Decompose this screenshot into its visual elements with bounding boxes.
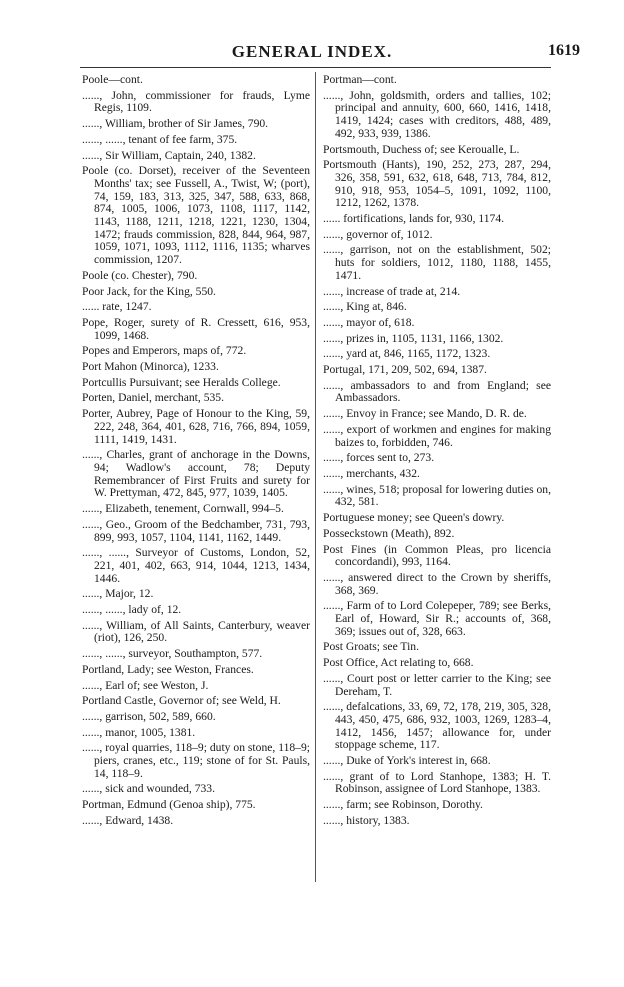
- page-title: GENERAL INDEX.: [231, 42, 393, 61]
- index-entry: Pope, Roger, surety of R. Cressett, 616, 953, 1099, 1468.: [82, 315, 310, 342]
- index-entry: Portcullis Pursuivant; see Heralds College.: [82, 375, 281, 389]
- index-entry: ......, ambassadors to and from England; see Ambassadors.: [323, 378, 551, 405]
- page-number: 1619: [548, 42, 580, 59]
- index-entry: ......, John, goldsmith, orders and tallies, 102; principal and annuity, 600, 660, 1416, 1418, 1419, 1424; cases with creditors, 488, 489, 492, 933, 939, 1386.: [323, 88, 551, 140]
- index-entry: ......, yard at, 846, 1165, 1172, 1323.: [323, 347, 491, 361]
- index-entry: Portuguese money; see Queen's dowry.: [323, 511, 505, 525]
- index-entry: ......, farm; see Robinson, Dorothy.: [323, 798, 483, 812]
- left-column: [82, 74, 310, 831]
- index-entry: Posseckstown (Meath), 892.: [323, 526, 455, 540]
- index-entry: Porten, Daniel, merchant, 535.: [82, 391, 224, 405]
- index-entry: ......, history, 1383.: [323, 813, 410, 827]
- index-entry: ......, Earl of; see Weston, J.: [82, 678, 209, 692]
- index-entry: ......, King at, 846.: [323, 300, 407, 314]
- index-entry: ......, Court post or letter carrier to the King; see Dereham, T.: [323, 671, 551, 698]
- header-rule: [80, 67, 551, 68]
- index-entry: ......, increase of trade at, 214.: [323, 284, 461, 298]
- index-entry: Post Fines (in Common Pleas, pro licencia concordandi), 993, 1164.: [323, 542, 551, 569]
- index-entry: ......, prizes in, 1105, 1131, 1166, 1302.: [323, 331, 504, 345]
- index-entry: ...... rate, 1247.: [82, 300, 152, 314]
- index-entry: ......, Geo., Groom of the Bedchamber, 731, 793, 899, 993, 1057, 1104, 1141, 1162, 1449.: [82, 517, 310, 544]
- index-entry: ......, Envoy in France; see Mando, D. R. de.: [323, 407, 527, 421]
- index-entry: ......, Major, 12.: [82, 587, 154, 601]
- index-entry: ......, defalcations, 33, 69, 72, 178, 219, 305, 328, 443, 450, 475, 686, 932, 1003, 1269, 1283–4, 1412, 1456, 1457; allowance for, under stoppage scheme, 117.: [323, 700, 551, 752]
- index-entry: ......, manor, 1005, 1381.: [82, 725, 196, 739]
- index-entry: ......, sick and wounded, 733.: [82, 782, 215, 796]
- index-entry: ......, Edward, 1438.: [82, 813, 174, 827]
- index-entry: Portland, Lady; see Weston, Frances.: [82, 662, 254, 676]
- index-entry: Poole (co. Chester), 790.: [82, 268, 198, 282]
- index-entry: Portsmouth (Hants), 190, 252, 273, 287, 294, 326, 358, 591, 632, 618, 648, 713, 784, 812, 910, 918, 953, 1054–5, 1091, 1092, 1100, 1212, 1262, 1378.: [323, 158, 551, 210]
- index-entry: Poor Jack, for the King, 550.: [82, 284, 216, 298]
- index-entry: ......, mayor of, 618.: [323, 315, 415, 329]
- index-entry: Portsmouth, Duchess of; see Keroualle, L.: [323, 142, 520, 156]
- index-entry: Popes and Emperors, maps of, 772.: [82, 344, 247, 358]
- index-entry: Port Mahon (Minorca), 1233.: [82, 360, 219, 374]
- index-entry: ......, royal quarries, 118–9; duty on stone, 118–9; piers, cranes, etc., 119; stone of for St. Pauls, 14, 118–9.: [82, 741, 310, 780]
- index-entry: Portland Castle, Governor of; see Weld, H.: [82, 694, 281, 708]
- index-entry: ......, Farm of to Lord Colepeper, 789; see Berks, Earl of, Howard, Sir R.; accounts of, 368, 369; issues out of, 328, 663.: [323, 599, 551, 638]
- index-entry: ......, Sir William, Captain, 240, 1382.: [82, 148, 256, 162]
- index-entry: Poole (co. Dorset), receiver of the Seventeen Months' tax; see Fussell, A., Twist, W; (port), 74, 159, 183, 313, 325, 347, 588, 633, 868, 874, 1005, 1006, 1073, 1108, 1117, 1142, 1143, 1188, 1211, 1218, 1221, 1230, 1304, 1472; frauds commission, 828, 844, 964, 987, 1059, 1071, 1093, 1112, 1116, 1135; wharves commission, 1207.: [82, 164, 310, 267]
- index-entry: ......, ......, lady of, 12.: [82, 603, 182, 617]
- index-entry: ......, Elizabeth, tenement, Cornwall, 994–5.: [82, 502, 284, 516]
- index-entry: ......, garrison, not on the establishment, 502; huts for soldiers, 1012, 1180, 1188, 1455, 1471.: [323, 243, 551, 282]
- index-entry: Post Groats; see Tin.: [323, 640, 419, 654]
- index-entry: ......, grant of to Lord Stanhope, 1383; H. T. Robinson, assignee of Lord Stanhope, 1383.: [323, 769, 551, 796]
- page-header: [0, 38, 624, 66]
- index-entry: Portman—cont.: [323, 73, 397, 86]
- index-entry: ......, ......, surveyor, Southampton, 577.: [82, 647, 263, 661]
- index-entry: ...... fortifications, lands for, 930, 1174.: [323, 212, 505, 226]
- index-entry: ......, merchants, 432.: [323, 466, 420, 480]
- right-column: [323, 74, 551, 831]
- index-entry: ......, William, of All Saints, Canterbury, weaver (riot), 126, 250.: [82, 618, 310, 645]
- index-entry: ......, ......, Surveyor of Customs, London, 52, 221, 401, 402, 663, 914, 1044, 1213, 1434, 1446.: [82, 546, 310, 585]
- index-entry: Post Office, Act relating to, 668.: [323, 656, 474, 670]
- index-entry: ......, ......, tenant of fee farm, 375.: [82, 132, 238, 146]
- index-entry: ......, answered direct to the Crown by sheriffs, 368, 369.: [323, 570, 551, 597]
- index-entry: ......, wines, 518; proposal for lowering duties on, 432, 581.: [323, 482, 551, 509]
- column-divider: [315, 72, 316, 882]
- index-entry: ......, forces sent to, 273.: [323, 451, 435, 465]
- index-entry: ......, garrison, 502, 589, 660.: [82, 709, 216, 723]
- index-entry: ......, William, brother of Sir James, 790.: [82, 117, 269, 131]
- index-entry: ......, Duke of York's interest in, 668.: [323, 754, 491, 768]
- index-entry: ......, Charles, grant of anchorage in the Downs, 94; Wadlow's account, 78; Deputy Remembrancer of First Fruits and surety for W. Prettyman, 472, 845, 977, 1039, 1405.: [82, 448, 310, 500]
- index-entry: ......, export of workmen and engines for making baizes to, forbidden, 746.: [323, 422, 551, 449]
- index-entry: ......, governor of, 1012.: [323, 227, 433, 241]
- index-entry: Poole—cont.: [82, 73, 143, 86]
- index-entry: Portman, Edmund (Genoa ship), 775.: [82, 798, 256, 812]
- index-entry: Porter, Aubrey, Page of Honour to the King, 59, 222, 248, 364, 401, 628, 716, 766, 894, 1059, 1111, 1419, 1431.: [82, 407, 310, 446]
- index-entry: ......, John, commissioner for frauds, Lyme Regis, 1109.: [82, 88, 310, 115]
- index-entry: Portugal, 171, 209, 502, 694, 1387.: [323, 363, 487, 377]
